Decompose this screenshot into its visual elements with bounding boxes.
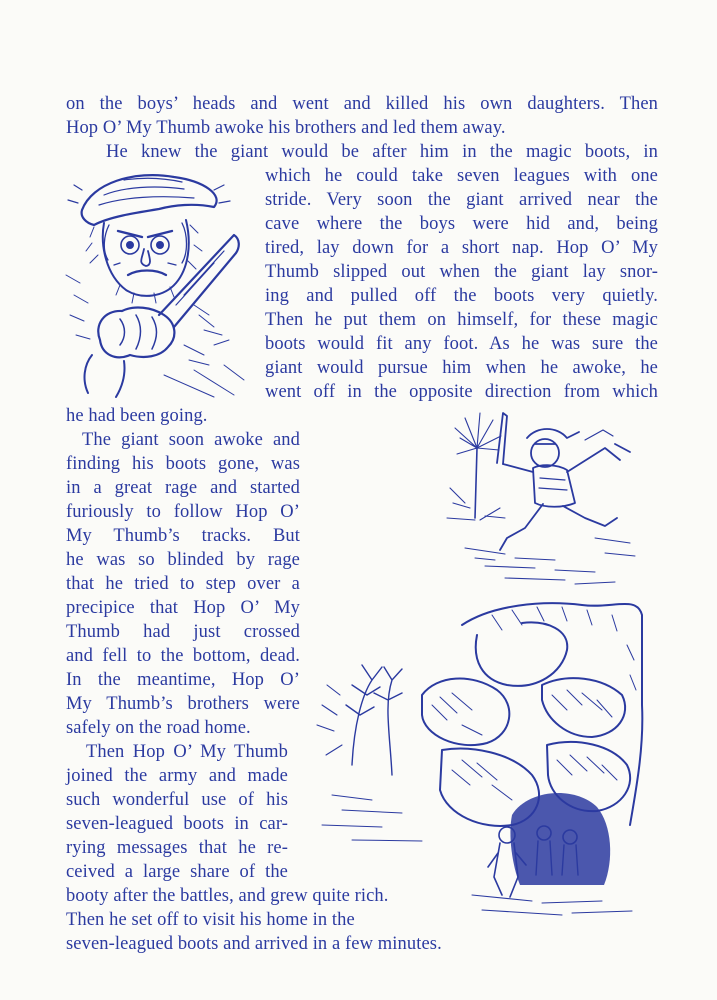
text-line: cave where the boys were hid and, being — [265, 214, 658, 234]
text-line: Thumb had just crossed — [66, 622, 300, 642]
paragraph-start: The giant soon awoke and — [82, 430, 300, 450]
text-line: and fell to the bottom, dead. — [66, 646, 300, 666]
text-line: booty after the battles, and grew quite rich. — [66, 886, 389, 906]
text-line: on the boys’ heads and went and killed his own daughters. Then — [66, 94, 658, 114]
text-line: that he tried to step over a — [66, 574, 300, 594]
text-line: tired, lay down for a short nap. Hop O’ My — [265, 238, 658, 258]
text-line: Thumb slipped out when the giant lay snor- — [265, 262, 658, 282]
text-line: went off in the opposite direction from which — [265, 382, 658, 402]
text-line: which he could take seven leagues with one — [265, 166, 658, 186]
text-line: In the meantime, Hop O’ — [66, 670, 300, 690]
text-line: furiously to follow Hop O’ — [66, 502, 300, 522]
text-line: he had been going. — [66, 406, 208, 426]
running-giant-illustration — [445, 408, 640, 593]
text-line: rying messages that he re- — [66, 838, 288, 858]
cave-rocks-illustration — [312, 585, 657, 923]
text-line: such wonderful use of his — [66, 790, 288, 810]
text-line: Then he put them on himself, for these magic — [265, 310, 658, 330]
text-line: seven-leagued boots and arrived in a few minutes. — [66, 934, 442, 954]
text-line: stride. Very soon the giant arrived near the — [265, 190, 658, 210]
text-line: boots would fit any foot. As he was sure the — [265, 334, 658, 354]
text-line: Then he set off to visit his home in the — [66, 910, 355, 930]
text-line: precipice that Hop O’ My — [66, 598, 300, 618]
giant-with-knife-illustration — [64, 165, 249, 400]
text-line: giant would pursue him when he awoke, he — [265, 358, 658, 378]
text-line: My Thumb’s brothers were — [66, 694, 300, 714]
paragraph-start: Then Hop O’ My Thumb — [86, 742, 288, 762]
text-line: Hop O’ My Thumb awoke his brothers and led them away. — [66, 118, 506, 138]
text-line: seven-leagued boots in car- — [66, 814, 288, 834]
text-line: ceived a large share of the — [66, 862, 288, 882]
text-line: ing and pulled off the boots very quietly. — [265, 286, 658, 306]
text-line: he was so blinded by rage — [66, 550, 300, 570]
paragraph-start: He knew the giant would be after him in the magic boots, in — [106, 142, 658, 162]
text-line: My Thumb’s tracks. But — [66, 526, 300, 546]
text-line: finding his boots gone, was — [66, 454, 300, 474]
text-line: joined the army and made — [66, 766, 288, 786]
text-line: safely on the road home. — [66, 718, 251, 738]
text-line: in a great rage and started — [66, 478, 300, 498]
